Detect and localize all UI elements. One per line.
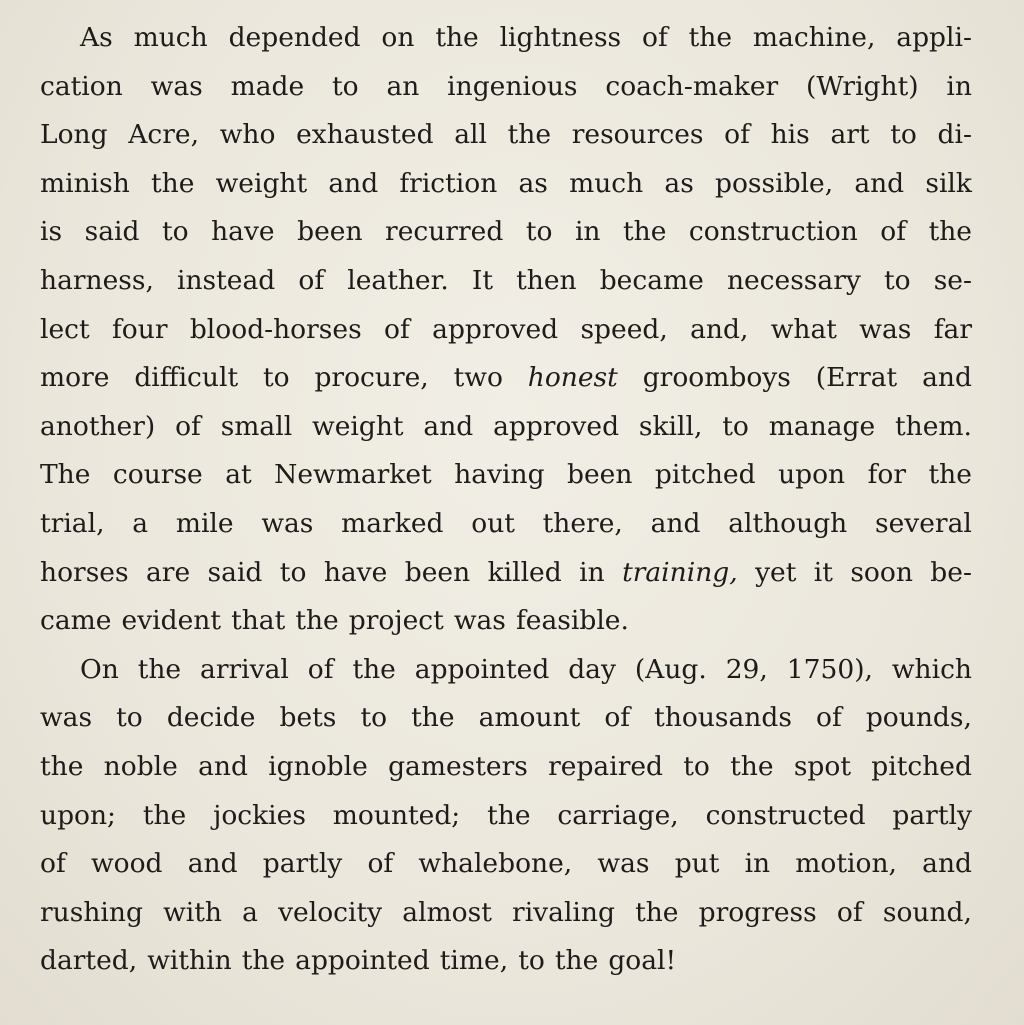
text-line: darted, within the appointed time, to the goal! — [40, 945, 677, 977]
text-line: upon; the jockies mounted; the carriage, constructed partly — [40, 799, 972, 831]
text-line: lect four blood-horses of approved speed, and, what was far — [40, 313, 972, 345]
paragraph — [40, 14, 972, 646]
text-block — [40, 14, 972, 986]
text-line: horses are said to have been killed in training, yet it soon be- — [40, 556, 972, 588]
text-line: the noble and ignoble gamesters repaired to the spot pitched — [40, 750, 972, 782]
text-line: minish the weight and friction as much as possible, and silk — [40, 167, 972, 199]
text-line: On the arrival of the appointed day (Aug. 29, 1750), which — [80, 653, 972, 685]
text-line: of wood and partly of whalebone, was put in motion, and — [40, 848, 972, 880]
text-line: another) of small weight and approved skill, to manage them. — [40, 410, 972, 442]
text-line: Long Acre, who exhausted all the resources of his art to di- — [40, 119, 972, 151]
text-line: is said to have been recurred to in the construction of the — [40, 216, 972, 248]
text-line: more difficult to procure, two honest groomboys (Errat and — [40, 362, 972, 394]
text-line: As much depended on the lightness of the machine, appli- — [80, 22, 972, 53]
text-line: rushing with a velocity almost rivaling the progress of sound, — [40, 896, 972, 928]
text-line: trial, a mile was marked out there, and although several — [40, 507, 972, 539]
text-line: was to decide bets to the amount of thousands of pounds, — [40, 702, 972, 734]
text-line: came evident that the project was feasible. — [40, 605, 629, 637]
text-line: The course at Newmarket having been pitched upon for the — [40, 459, 972, 491]
text-line: harness, instead of leather. It then became necessary to se- — [40, 264, 972, 296]
text-line: cation was made to an ingenious coach-maker (Wright) in — [40, 70, 972, 102]
paragraph — [40, 646, 972, 986]
